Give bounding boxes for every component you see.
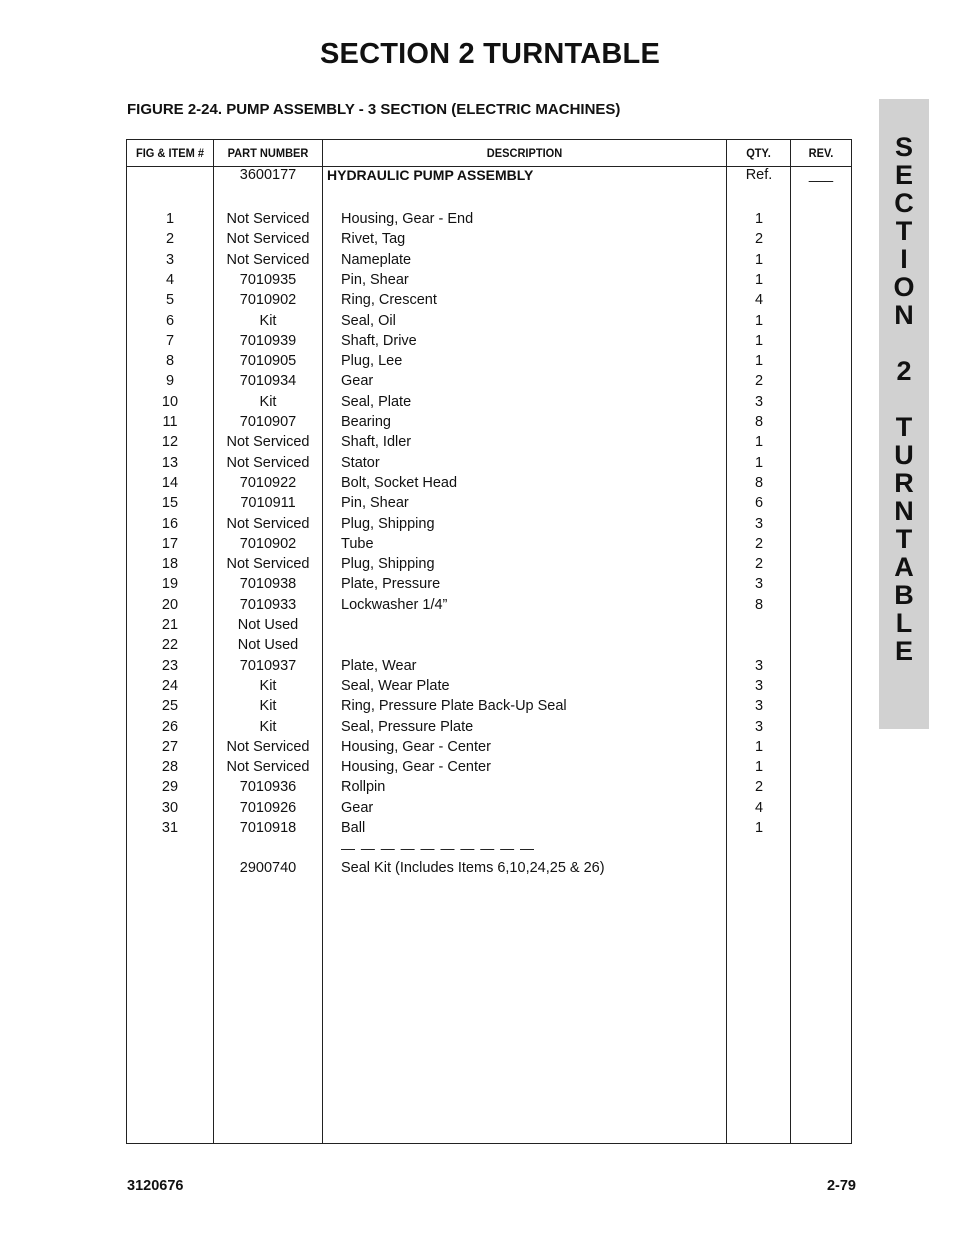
quantity: 3 (754, 658, 764, 674)
description: Plug, Shipping (341, 516, 435, 532)
item-number: 13 (161, 455, 179, 471)
side-tab-letter (879, 329, 929, 357)
description: Housing, Gear - End (341, 211, 474, 227)
table-row (127, 394, 851, 414)
description: Gear (341, 373, 374, 389)
table-row (127, 759, 851, 779)
table-row (127, 637, 851, 657)
part-number: 7010939 (239, 333, 297, 349)
assembly-rev: ___ (808, 167, 834, 183)
quantity: 1 (754, 313, 764, 329)
side-tab-letter: N (894, 496, 914, 526)
table-row (127, 231, 851, 251)
item-number: 1 (165, 211, 175, 227)
description: Rollpin (341, 779, 386, 795)
item-number: 3 (165, 252, 175, 268)
part-number: Kit (259, 678, 277, 694)
side-tab-letter: S (894, 132, 913, 162)
side-tab-letter: O (893, 272, 915, 302)
item-number: 6 (165, 313, 175, 329)
quantity: 3 (754, 678, 764, 694)
table-row (127, 820, 851, 840)
item-number: 30 (161, 800, 179, 816)
item-number: 28 (161, 759, 179, 775)
parts-table (126, 139, 852, 1144)
side-tab-letter: E (894, 636, 913, 666)
assembly-part-number: 3600177 (239, 167, 297, 183)
quantity: 3 (754, 698, 764, 714)
item-number: 31 (161, 820, 179, 836)
quantity: 1 (754, 333, 764, 349)
quantity: 1 (754, 434, 764, 450)
table-row (127, 556, 851, 576)
kit-row (127, 860, 851, 880)
part-number: Not Used (237, 617, 299, 633)
part-number: Kit (259, 698, 277, 714)
quantity: 2 (754, 779, 764, 795)
table-row (127, 373, 851, 393)
table-row (127, 292, 851, 312)
description: Plate, Wear (341, 658, 417, 674)
side-tab-letter: U (894, 440, 914, 470)
item-number: 16 (161, 516, 179, 532)
quantity: 1 (754, 455, 764, 471)
quantity: 2 (754, 373, 764, 389)
table-row (127, 495, 851, 515)
table-row (127, 455, 851, 475)
description: Ring, Pressure Plate Back-Up Seal (341, 698, 567, 714)
table-row (127, 414, 851, 434)
header-description: DESCRIPTION (486, 146, 563, 160)
section-title: SECTION 2 TURNTABLE (320, 38, 660, 70)
side-tab-letter: E (894, 160, 913, 190)
description: Seal, Oil (341, 313, 396, 329)
item-number: 27 (161, 739, 179, 755)
side-tab-letter: I (900, 244, 908, 274)
description: Nameplate (341, 252, 412, 268)
item-number: 24 (161, 678, 179, 694)
assembly-qty: Ref. (745, 167, 773, 183)
table-row (127, 536, 851, 556)
description: Plug, Lee (341, 353, 403, 369)
description: Shaft, Drive (341, 333, 417, 349)
side-tab-letter (879, 385, 929, 413)
table-row (127, 516, 851, 536)
quantity: 4 (754, 292, 764, 308)
table-row (127, 658, 851, 678)
part-number: 7010902 (239, 292, 297, 308)
item-number: 7 (165, 333, 175, 349)
description: Seal, Plate (341, 394, 412, 410)
table-row (127, 779, 851, 799)
quantity: 3 (754, 516, 764, 532)
table-row (127, 434, 851, 454)
table-row (127, 353, 851, 373)
assembly-description: HYDRAULIC PUMP ASSEMBLY (327, 167, 534, 183)
part-number: 7010936 (239, 779, 297, 795)
part-number: 7010926 (239, 800, 297, 816)
side-tab-letter: 2 (896, 356, 912, 386)
quantity: 8 (754, 475, 764, 491)
side-tab-letter: C (894, 188, 914, 218)
item-number: 29 (161, 779, 179, 795)
description: Shaft, Idler (341, 434, 412, 450)
side-tab-letter: L (895, 608, 913, 638)
table-row (127, 272, 851, 292)
part-number: 7010937 (239, 658, 297, 674)
description: Seal, Pressure Plate (341, 719, 474, 735)
part-number: 7010938 (239, 576, 297, 592)
part-number: 7010905 (239, 353, 297, 369)
header-item: FIG & ITEM # (135, 146, 205, 160)
description: Rivet, Tag (341, 231, 406, 247)
quantity: 3 (754, 576, 764, 592)
description: Pin, Shear (341, 495, 409, 511)
part-number: Kit (259, 313, 277, 329)
item-number: 19 (161, 576, 179, 592)
part-number: Not Serviced (226, 455, 310, 471)
description: Plug, Shipping (341, 556, 435, 572)
part-number: 7010907 (239, 414, 297, 430)
quantity: 1 (754, 211, 764, 227)
table-row (127, 719, 851, 739)
figure-title: FIGURE 2-24. PUMP ASSEMBLY - 3 SECTION (ELECTRIC MACHINES) (127, 101, 621, 118)
item-number: 12 (161, 434, 179, 450)
quantity: 1 (754, 820, 764, 836)
table-row (127, 739, 851, 759)
part-number: Kit (259, 394, 277, 410)
kit-description: Seal Kit (Includes Items 6,10,24,25 & 26) (341, 860, 605, 876)
quantity: 6 (754, 495, 764, 511)
quantity: 4 (754, 800, 764, 816)
item-number: 4 (165, 272, 175, 288)
part-number: Not Serviced (226, 231, 310, 247)
item-number: 5 (165, 292, 175, 308)
part-number: Not Serviced (226, 759, 310, 775)
part-number: Not Serviced (226, 434, 310, 450)
description: Ring, Crescent (341, 292, 437, 308)
table-row (127, 800, 851, 820)
item-number: 15 (161, 495, 179, 511)
side-tab-letter: T (895, 412, 913, 442)
description: Bolt, Socket Head (341, 475, 458, 491)
quantity: 3 (754, 394, 764, 410)
doc-number: 3120676 (127, 1178, 184, 1194)
description: Bearing (341, 414, 391, 430)
side-tab-letter: T (895, 524, 913, 554)
quantity: 1 (754, 252, 764, 268)
quantity: 1 (754, 739, 764, 755)
part-number: Kit (259, 719, 277, 735)
description: Lockwasher 1/4” (341, 597, 448, 613)
description: Stator (341, 455, 380, 471)
part-number: 7010922 (239, 475, 297, 491)
item-number: 17 (161, 536, 179, 552)
side-tab-letter: A (894, 552, 914, 582)
table-row (127, 333, 851, 353)
table-row (127, 252, 851, 272)
table-row (127, 576, 851, 596)
table-row (127, 211, 851, 231)
table-row (127, 313, 851, 333)
part-number: Not Used (237, 637, 299, 653)
quantity: 2 (754, 231, 764, 247)
part-number: 7010933 (239, 597, 297, 613)
part-number: Not Serviced (226, 739, 310, 755)
item-number: 22 (161, 637, 179, 653)
side-tab-letter: N (894, 300, 914, 330)
header-rev: REV. (808, 146, 834, 160)
section-side-tab (879, 99, 929, 729)
item-number: 9 (165, 373, 175, 389)
quantity: 2 (754, 556, 764, 572)
part-number: Not Serviced (226, 516, 310, 532)
quantity: 2 (754, 536, 764, 552)
quantity: 3 (754, 719, 764, 735)
part-number: 7010911 (240, 495, 296, 511)
quantity: 1 (754, 272, 764, 288)
description: Housing, Gear - Center (341, 759, 491, 775)
quantity: 1 (754, 353, 764, 369)
header-part-number: PART NUMBER (227, 146, 309, 160)
part-number: 7010918 (239, 820, 297, 836)
kit-part-number: 2900740 (239, 860, 297, 876)
part-number: 7010934 (239, 373, 297, 389)
item-number: 10 (161, 394, 179, 410)
item-number: 20 (161, 597, 179, 613)
item-number: 8 (165, 353, 175, 369)
item-number: 18 (161, 556, 179, 572)
quantity: 8 (754, 597, 764, 613)
part-number: 7010935 (239, 272, 297, 288)
header-qty: QTY. (746, 146, 771, 160)
item-number: 11 (162, 414, 178, 430)
quantity: 8 (754, 414, 764, 430)
part-number: Not Serviced (226, 211, 310, 227)
table-row (127, 617, 851, 637)
side-tab-letters (879, 133, 929, 665)
description: Gear (341, 800, 374, 816)
description: Seal, Wear Plate (341, 678, 450, 694)
description: Plate, Pressure (341, 576, 441, 592)
table-row (127, 475, 851, 495)
table-row (127, 698, 851, 718)
separator-dashes: — — — — — — — — — — (341, 840, 536, 856)
item-number: 23 (161, 658, 179, 674)
part-number: 7010902 (239, 536, 297, 552)
part-number: Not Serviced (226, 252, 310, 268)
side-tab-letter: R (894, 468, 914, 498)
table-row (127, 678, 851, 698)
item-number: 25 (161, 698, 179, 714)
table-row (127, 597, 851, 617)
item-number: 2 (165, 231, 175, 247)
quantity: 1 (754, 759, 764, 775)
side-tab-letter: B (894, 580, 914, 610)
assembly-row (127, 167, 851, 187)
description: Pin, Shear (341, 272, 409, 288)
description: Ball (341, 820, 366, 836)
item-number: 26 (161, 719, 179, 735)
item-number: 21 (161, 617, 179, 633)
description: Housing, Gear - Center (341, 739, 491, 755)
description: Tube (341, 536, 374, 552)
item-number: 14 (161, 475, 179, 491)
page-number: 2-79 (826, 1178, 856, 1194)
side-tab-letter: T (895, 216, 913, 246)
part-number: Not Serviced (226, 556, 310, 572)
